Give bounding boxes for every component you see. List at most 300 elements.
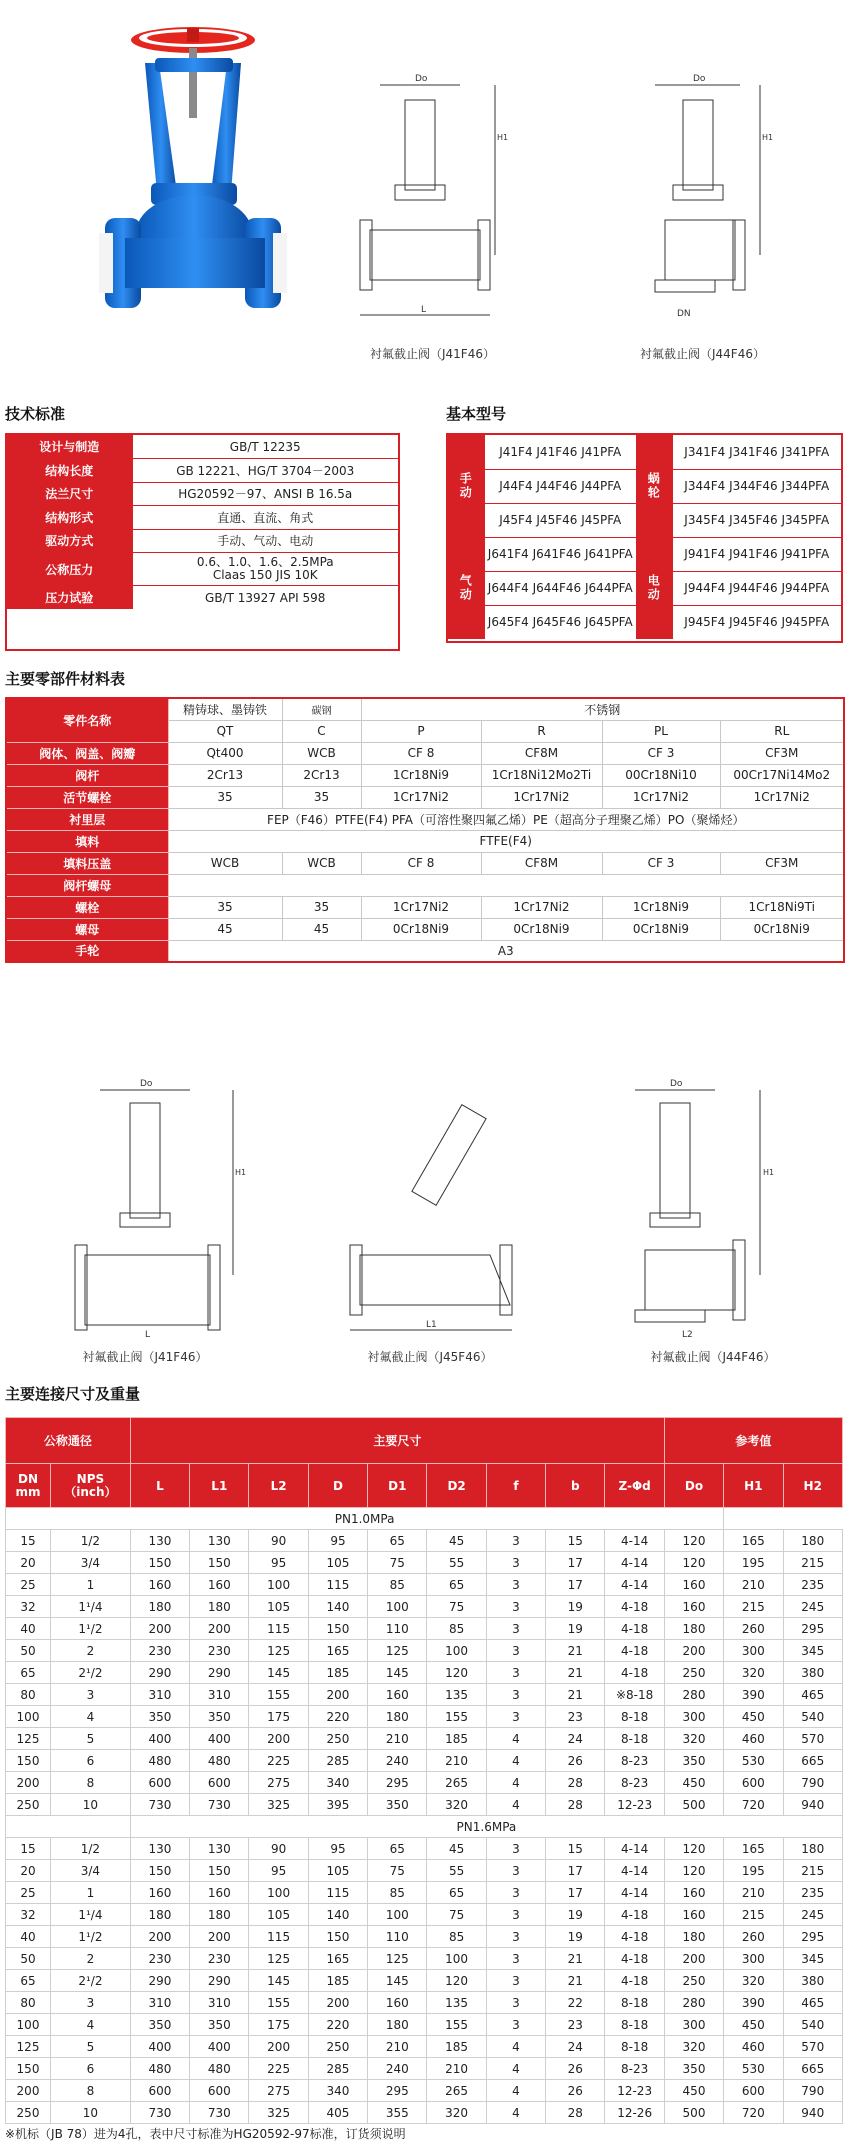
table-cell: 155	[249, 1684, 308, 1706]
table-row	[6, 1860, 843, 1882]
table-cell: 2¹/2	[51, 1662, 131, 1684]
table-cell: 3	[486, 1838, 545, 1860]
table-cell: 320	[664, 1728, 723, 1750]
table-cell: 390	[724, 1992, 783, 2014]
table-cell: 160	[130, 1574, 189, 1596]
table-cell: 65	[6, 1970, 51, 1992]
material-row	[6, 830, 844, 852]
table-cell: 215	[783, 1860, 843, 1882]
table-row	[6, 2102, 843, 2124]
table-row	[6, 2058, 843, 2080]
table-cell: 85	[368, 1574, 427, 1596]
table-cell: 130	[190, 1838, 249, 1860]
table-cell: 1/2	[51, 1530, 131, 1552]
table-cell: 200	[308, 1992, 367, 2014]
table-cell: 200	[249, 1728, 308, 1750]
table-cell: 285	[308, 1750, 367, 1772]
table-cell: 200	[6, 1772, 51, 1794]
table-cell: 600	[724, 2080, 783, 2102]
table-cell: 17	[546, 1574, 605, 1596]
table-cell: 6	[51, 2058, 131, 2080]
table-cell: 4-18	[605, 1970, 664, 1992]
table-cell: 160	[368, 1992, 427, 2014]
material-cell: 00Cr18Ni10	[602, 764, 720, 786]
material-code: PL	[602, 720, 720, 742]
table-cell: 530	[724, 1750, 783, 1772]
table-cell: 3	[486, 1706, 545, 1728]
table-row	[6, 1596, 843, 1618]
material-group: 精铸球、墨铸铁	[168, 698, 282, 720]
table-cell: 90	[249, 1530, 308, 1552]
table-cell: 100	[249, 1882, 308, 1904]
tech-value: 手动、气动、电动	[132, 529, 398, 553]
material-cell: 0Cr18Ni9	[481, 918, 602, 940]
table-cell: 285	[308, 2058, 367, 2080]
table-cell: 215	[724, 1596, 783, 1618]
table-cell: 250	[664, 1970, 723, 1992]
dims-col-header: b	[546, 1464, 605, 1508]
table-cell: 340	[308, 2080, 367, 2102]
table-cell: 295	[783, 1618, 843, 1640]
table-cell: 125	[6, 1728, 51, 1750]
table-cell: 21	[546, 1970, 605, 1992]
model-cell: J45F4 J45F46 J45PFA	[484, 503, 636, 537]
table-row	[6, 1728, 843, 1750]
material-cell: 1Cr17Ni2	[720, 786, 844, 808]
table-cell: 150	[308, 1618, 367, 1640]
material-cell: WCB	[282, 852, 361, 874]
tech-value: GB/T 13927 API 598	[132, 586, 398, 610]
table-cell: 295	[368, 1772, 427, 1794]
table-cell: 400	[190, 1728, 249, 1750]
table-cell: 720	[724, 2102, 783, 2124]
material-cell: CF8M	[481, 742, 602, 764]
table-cell: 200	[190, 1926, 249, 1948]
material-row	[6, 896, 844, 918]
table-cell: 350	[190, 2014, 249, 2036]
table-cell: ※8-18	[605, 1684, 664, 1706]
materials-table	[5, 697, 843, 963]
table-cell: 75	[427, 1904, 486, 1926]
table-cell: 1¹/2	[51, 1618, 131, 1640]
table-cell: 320	[427, 2102, 486, 2124]
table-cell: 325	[249, 1794, 308, 1816]
table-cell: 130	[130, 1530, 189, 1552]
table-cell: 32	[6, 1596, 51, 1618]
table-cell: 210	[427, 2058, 486, 2080]
table-cell: 65	[6, 1662, 51, 1684]
table-cell: 175	[249, 2014, 308, 2036]
table-cell: 460	[724, 1728, 783, 1750]
model-title: 基本型号	[446, 405, 507, 423]
table-row	[6, 1992, 843, 2014]
table-row	[6, 1904, 843, 1926]
table-cell: 85	[427, 1926, 486, 1948]
table-cell: 23	[546, 1706, 605, 1728]
table-cell: 95	[249, 1860, 308, 1882]
table-row	[6, 1750, 843, 1772]
table-cell: 8-18	[605, 2036, 664, 2058]
material-cell: 00Cr17Ni14Mo2	[720, 764, 844, 786]
table-cell: 100	[427, 1640, 486, 1662]
table-cell: 200	[249, 2036, 308, 2058]
dims-col-header: D2	[427, 1464, 486, 1508]
table-cell: 500	[664, 2102, 723, 2124]
table-cell: 730	[130, 2102, 189, 2124]
table-cell: 65	[427, 1882, 486, 1904]
table-cell: 155	[427, 2014, 486, 2036]
material-part-name: 衬里层	[6, 808, 168, 830]
svg-text:H1: H1	[235, 1168, 247, 1177]
table-cell: 4	[486, 1728, 545, 1750]
table-row	[6, 1926, 843, 1948]
table-cell: 4-14	[605, 1882, 664, 1904]
table-cell: 940	[783, 1794, 843, 1816]
table-cell: 465	[783, 1992, 843, 2014]
material-part-name: 填料	[6, 830, 168, 852]
model-cell: J941F4 J941F46 J941PFA	[672, 537, 841, 571]
table-cell: 260	[724, 1926, 783, 1948]
material-cell: 1Cr17Ni2	[602, 786, 720, 808]
table-cell: 75	[368, 1860, 427, 1882]
table-cell: 20	[6, 1860, 51, 1882]
svg-text:H1: H1	[497, 133, 509, 142]
table-row	[6, 1948, 843, 1970]
table-cell: 160	[190, 1574, 249, 1596]
table-cell: 125	[249, 1640, 308, 1662]
table-cell: 17	[546, 1860, 605, 1882]
table-cell: 4	[486, 1750, 545, 1772]
svg-text:L: L	[421, 305, 427, 315]
caption-j41f46-2: 衬氟截止阀（J41F46）	[82, 1350, 208, 1364]
table-cell: 23	[546, 2014, 605, 2036]
table-cell: 95	[308, 1530, 367, 1552]
table-cell: 380	[783, 1970, 843, 1992]
table-cell: 5	[51, 2036, 131, 2058]
table-cell: 15	[546, 1530, 605, 1552]
table-cell: 570	[783, 1728, 843, 1750]
material-row	[6, 918, 844, 940]
table-cell: 115	[249, 1618, 308, 1640]
material-part-name: 填料压盖	[6, 852, 168, 874]
material-cell: 2Cr13	[168, 764, 282, 786]
table-cell: 450	[724, 2014, 783, 2036]
valve-product-photo	[85, 18, 295, 348]
table-row	[6, 1772, 843, 1794]
table-cell: 460	[724, 2036, 783, 2058]
table-row	[6, 2014, 843, 2036]
table-cell: 200	[130, 1618, 189, 1640]
table-cell: 380	[783, 1662, 843, 1684]
table-cell: 180	[664, 1926, 723, 1948]
table-cell: 350	[368, 1794, 427, 1816]
material-row	[6, 852, 844, 874]
table-cell: 45	[427, 1838, 486, 1860]
table-cell: 165	[724, 1530, 783, 1552]
table-cell: 450	[724, 1706, 783, 1728]
table-cell: 130	[190, 1530, 249, 1552]
table-row	[6, 1574, 843, 1596]
table-cell: 80	[6, 1684, 51, 1706]
table-cell: 230	[130, 1948, 189, 1970]
table-cell: 325	[249, 2102, 308, 2124]
table-cell: 600	[130, 2080, 189, 2102]
table-cell: 50	[6, 1640, 51, 1662]
dims-col-header: L	[130, 1464, 189, 1508]
table-cell: 1	[51, 1574, 131, 1596]
table-cell: 3	[486, 1882, 545, 1904]
material-row	[6, 764, 844, 786]
table-cell: 345	[783, 1640, 843, 1662]
table-cell: 120	[664, 1838, 723, 1860]
tech-standard-title: 技术标准	[5, 405, 66, 423]
table-cell: 8-23	[605, 2058, 664, 2080]
table-cell: 3	[51, 1992, 131, 2014]
table-cell: 185	[308, 1662, 367, 1684]
table-cell: 320	[427, 1794, 486, 1816]
table-cell: 165	[724, 1838, 783, 1860]
table-cell: 120	[427, 1970, 486, 1992]
model-cell: J344F4 J344F46 J344PFA	[672, 469, 841, 503]
table-cell: 450	[664, 2080, 723, 2102]
svg-text:L1: L1	[426, 1320, 437, 1330]
model-cell: J644F4 J644F46 J644PFA	[484, 571, 636, 605]
table-cell: 65	[368, 1530, 427, 1552]
table-cell: 4-14	[605, 1860, 664, 1882]
table-cell: 225	[249, 2058, 308, 2080]
dims-header-nps: NPS （inch）	[51, 1464, 131, 1508]
table-row	[6, 1838, 843, 1860]
table-cell: 340	[308, 1772, 367, 1794]
table-cell: 55	[427, 1860, 486, 1882]
table-cell: 125	[368, 1948, 427, 1970]
table-cell: 180	[368, 2014, 427, 2036]
table-cell: 8-23	[605, 1772, 664, 1794]
tech-value: 0.6、1.0、1.6、2.5MPa Claas 150 JIS 10K	[132, 553, 398, 586]
material-part-name: 阀体、阀盖、阀瓣	[6, 742, 168, 764]
table-cell: 4-14	[605, 1530, 664, 1552]
table-cell: 300	[724, 1640, 783, 1662]
table-cell: 310	[130, 1992, 189, 2014]
material-cell: 35	[168, 896, 282, 918]
model-cell: J944F4 J944F46 J944PFA	[672, 571, 841, 605]
table-cell: 150	[130, 1552, 189, 1574]
table-cell: 12-23	[605, 2080, 664, 2102]
table-cell: 1	[51, 1882, 131, 1904]
material-cell: Qt400	[168, 742, 282, 764]
material-cell: 0Cr18Ni9	[361, 918, 481, 940]
table-cell: 21	[546, 1948, 605, 1970]
table-row	[6, 1684, 843, 1706]
table-cell: 220	[308, 2014, 367, 2036]
table-cell: 175	[249, 1706, 308, 1728]
table-cell: 26	[546, 1750, 605, 1772]
table-cell: 465	[783, 1684, 843, 1706]
table-row	[6, 1618, 843, 1640]
table-cell: 145	[368, 1662, 427, 1684]
table-cell: 150	[6, 2058, 51, 2080]
table-cell: 8-18	[605, 1728, 664, 1750]
table-cell: 250	[6, 1794, 51, 1816]
table-cell: 1/2	[51, 1838, 131, 1860]
table-cell: 95	[249, 1552, 308, 1574]
table-cell: 65	[427, 1574, 486, 1596]
table-cell: 26	[546, 2080, 605, 2102]
tech-label: 压力试验	[7, 586, 132, 610]
material-cell: 45	[168, 918, 282, 940]
table-cell: 21	[546, 1640, 605, 1662]
table-cell: 265	[427, 2080, 486, 2102]
table-cell: 540	[783, 2014, 843, 2036]
table-cell: 405	[308, 2102, 367, 2124]
table-cell: 265	[427, 1772, 486, 1794]
table-cell: 215	[783, 1552, 843, 1574]
table-cell: 350	[664, 2058, 723, 2080]
material-cell: 1Cr18Ni9	[602, 896, 720, 918]
table-cell: 210	[427, 1750, 486, 1772]
table-cell: 295	[783, 1926, 843, 1948]
table-cell: 85	[368, 1882, 427, 1904]
table-cell: 115	[308, 1574, 367, 1596]
table-cell: 355	[368, 2102, 427, 2124]
table-cell: 15	[6, 1530, 51, 1552]
table-cell: 4-14	[605, 1552, 664, 1574]
table-cell: 720	[724, 1794, 783, 1816]
table-cell: 40	[6, 1618, 51, 1640]
table-cell: 145	[249, 1970, 308, 1992]
table-cell: 1¹/2	[51, 1926, 131, 1948]
material-row	[6, 940, 844, 962]
table-cell: 160	[130, 1882, 189, 1904]
table-cell: 275	[249, 2080, 308, 2102]
table-cell: 21	[546, 1684, 605, 1706]
table-cell: 19	[546, 1926, 605, 1948]
table-cell: 185	[308, 1970, 367, 1992]
table-cell: 75	[427, 1596, 486, 1618]
material-cell: CF 8	[361, 742, 481, 764]
table-cell: 600	[190, 2080, 249, 2102]
table-cell: 4	[486, 2102, 545, 2124]
table-cell: 3	[486, 1684, 545, 1706]
table-cell: 100	[6, 2014, 51, 2036]
pressure-section-row	[6, 1816, 843, 1838]
table-cell: 6	[51, 1750, 131, 1772]
table-cell: 150	[190, 1860, 249, 1882]
material-group: 碳钢	[282, 698, 361, 720]
dims-table	[5, 1417, 843, 2124]
table-cell: 4-18	[605, 1618, 664, 1640]
table-cell: 480	[130, 2058, 189, 2080]
table-cell: 22	[546, 1992, 605, 2014]
material-row	[6, 742, 844, 764]
table-cell: 290	[130, 1662, 189, 1684]
table-cell: 4-18	[605, 1662, 664, 1684]
table-cell: 2	[51, 1948, 131, 1970]
table-cell: 25	[6, 1882, 51, 1904]
table-cell: 28	[546, 1772, 605, 1794]
table-cell: 120	[664, 1530, 723, 1552]
pressure-section-row	[6, 1508, 843, 1530]
table-cell: 390	[724, 1684, 783, 1706]
table-cell: 350	[664, 1750, 723, 1772]
material-part-name: 阀杆	[6, 764, 168, 786]
table-cell: 80	[6, 1992, 51, 2014]
dims-col-header: L1	[190, 1464, 249, 1508]
table-cell: 160	[664, 1904, 723, 1926]
table-cell: 480	[190, 2058, 249, 2080]
table-cell: 4-14	[605, 1574, 664, 1596]
table-cell: 395	[308, 1794, 367, 1816]
tech-label: 结构长度	[7, 459, 132, 483]
table-cell: 28	[546, 1794, 605, 1816]
table-cell: 300	[724, 1948, 783, 1970]
table-cell: 4-18	[605, 1904, 664, 1926]
table-cell: 21	[546, 1662, 605, 1684]
table-cell: 730	[190, 2102, 249, 2124]
table-cell: 160	[664, 1596, 723, 1618]
table-cell: 295	[368, 2080, 427, 2102]
table-cell: 530	[724, 2058, 783, 2080]
table-cell: 4-18	[605, 1640, 664, 1662]
model-cell: J41F4 J41F46 J41PFA	[484, 435, 636, 469]
table-cell: 210	[724, 1574, 783, 1596]
tech-label: 驱动方式	[7, 529, 132, 553]
table-cell: 3	[486, 1904, 545, 1926]
table-cell: 150	[130, 1860, 189, 1882]
table-row	[6, 1794, 843, 1816]
svg-text:H1: H1	[762, 133, 774, 142]
table-cell: 100	[6, 1706, 51, 1728]
material-cell: WCB	[168, 852, 282, 874]
material-code: QT	[168, 720, 282, 742]
table-cell: 230	[190, 1948, 249, 1970]
caption-j44f46: 衬氟截止阀（J44F46）	[640, 347, 765, 361]
table-cell: 3	[486, 1662, 545, 1684]
table-cell: 195	[724, 1860, 783, 1882]
table-cell: 115	[308, 1882, 367, 1904]
table-row	[6, 1530, 843, 1552]
table-cell: 160	[664, 1882, 723, 1904]
table-cell: 55	[427, 1552, 486, 1574]
dims-col-header: H1	[724, 1464, 783, 1508]
table-cell: 125	[249, 1948, 308, 1970]
table-cell: 300	[664, 2014, 723, 2036]
tech-value: HG20592－97、ANSI B 16.5a	[132, 482, 398, 506]
table-cell: 40	[6, 1926, 51, 1948]
table-cell: 180	[664, 1618, 723, 1640]
materials-corner: 零件名称	[6, 698, 168, 742]
table-cell: 4	[51, 1706, 131, 1728]
table-cell: 75	[368, 1552, 427, 1574]
dims-col-header: L2	[249, 1464, 308, 1508]
table-cell: 110	[368, 1618, 427, 1640]
material-cell: 1Cr18Ni9Ti	[720, 896, 844, 918]
table-cell: 180	[783, 1530, 843, 1552]
material-merged-cell: A3	[168, 940, 844, 962]
table-cell: 600	[724, 1772, 783, 1794]
table-cell: 4	[486, 1794, 545, 1816]
table-cell: 100	[249, 1574, 308, 1596]
table-cell: 790	[783, 2080, 843, 2102]
material-cell: WCB	[282, 742, 361, 764]
material-cell: 35	[168, 786, 282, 808]
table-cell: 310	[190, 1684, 249, 1706]
table-cell: 185	[427, 1728, 486, 1750]
dims-header-ref: 参考值	[664, 1418, 842, 1464]
table-cell: 28	[546, 2102, 605, 2124]
table-row	[6, 1552, 843, 1574]
drawing-j44f46-top	[625, 70, 775, 340]
